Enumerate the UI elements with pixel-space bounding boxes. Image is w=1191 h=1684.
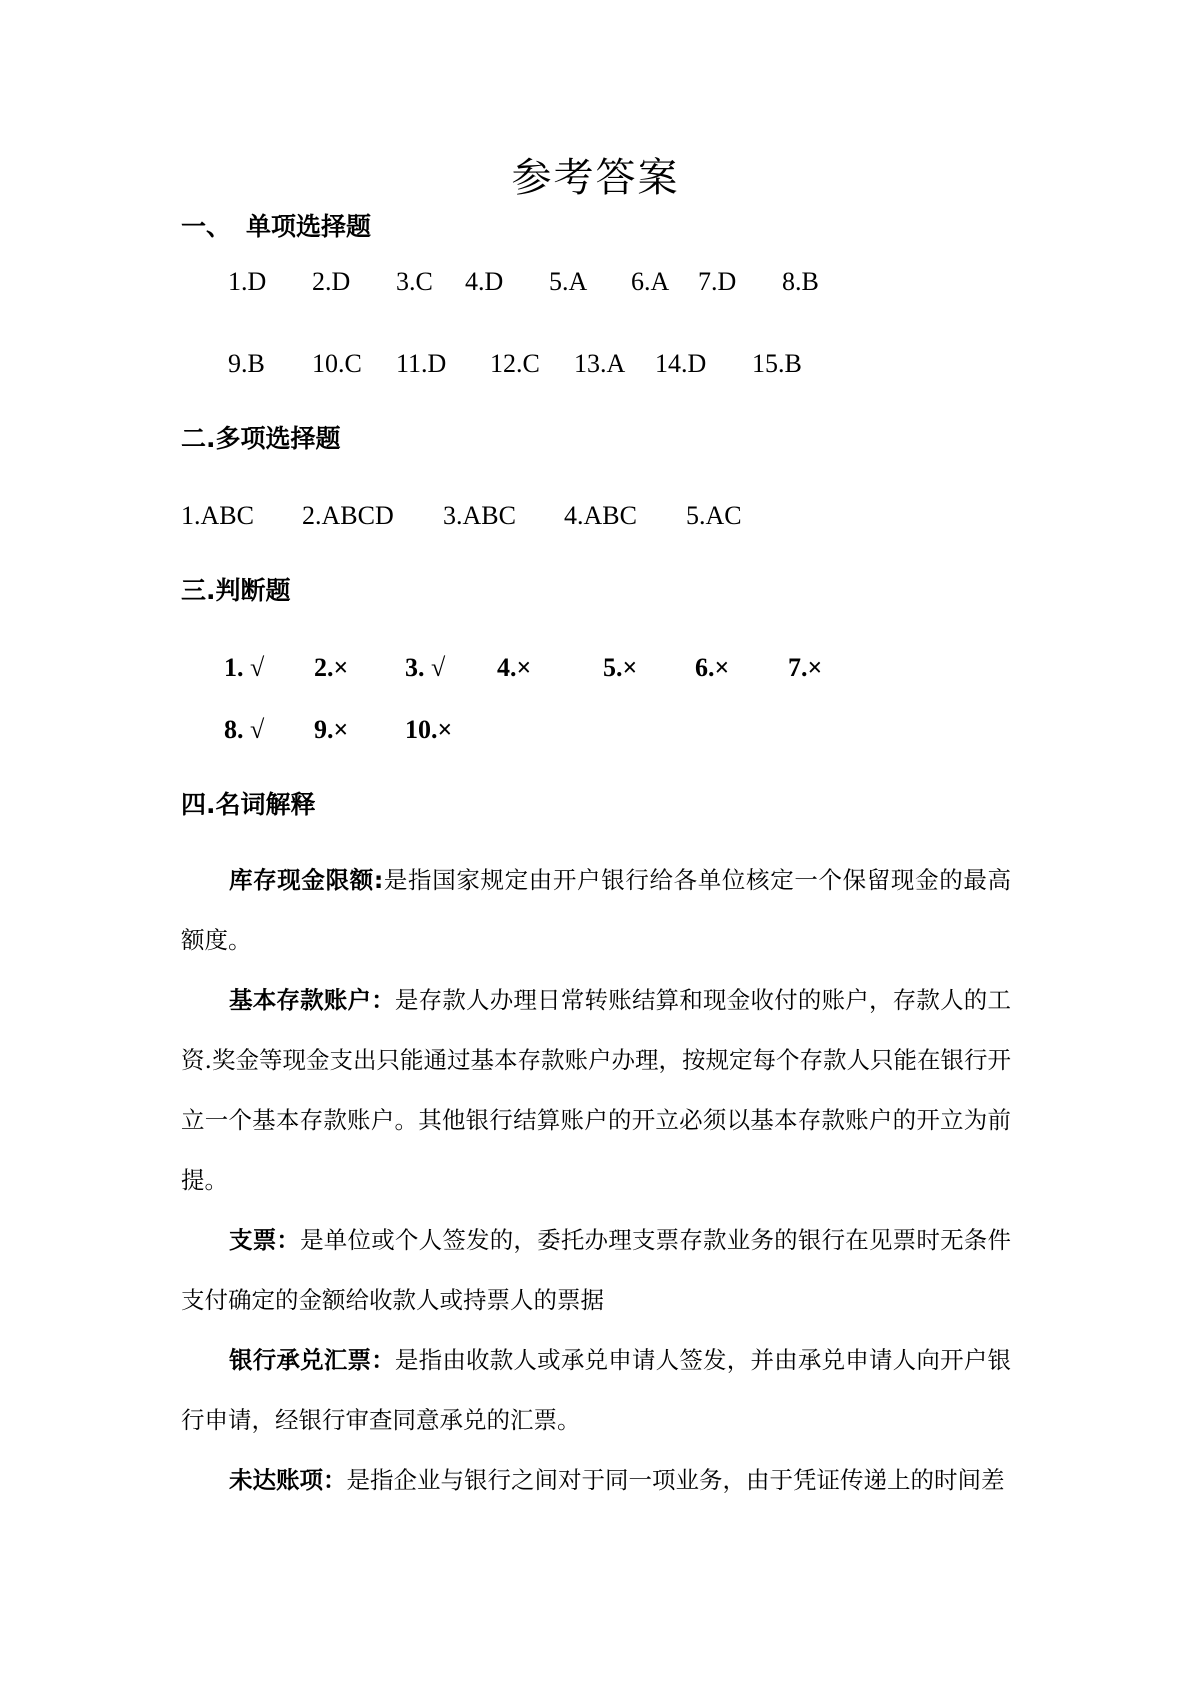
answer-item: 7.D: [698, 267, 737, 296]
definition-term: 库存现金限额:: [229, 866, 384, 894]
answer-item: 14.D: [655, 349, 707, 378]
section-heading-multiple-choice: 二.多项选择题: [181, 424, 341, 453]
answer-item: 12.C: [490, 349, 540, 378]
answer-item: 2.×: [314, 653, 349, 682]
definition-text: 是指由收款人或承兑申请人签发，并由承兑申请人向开户银行申请，经银行审查同意承兑的汇票。: [181, 1346, 1011, 1434]
page-title: 参考答案: [511, 155, 680, 201]
answer-item: 13.A: [574, 349, 626, 378]
definition-paragraph: [181, 1330, 1011, 1450]
answer-item: 5.A: [549, 267, 588, 296]
definition-text: 是指国家规定由开户银行给各单位核定一个保留现金的最高额度。: [181, 866, 1011, 954]
answer-item: 8.B: [782, 267, 819, 296]
definition-text: 是指企业与银行之间对于同一项业务，由于凭证传递上的时间差: [346, 1466, 1005, 1494]
section-title: 单项选择题: [246, 212, 372, 241]
definition-text: 是存款人办理日常转账结算和现金收付的账户，存款人的工资.奖金等现金支出只能通过基本存款账户办理，按规定每个存款人只能在银行开立一个基本存款账户。其他银行结算账户的开立必须以基本存款账户的开立为前提。: [181, 986, 1011, 1194]
single-choice-row-1: [0, 264, 1191, 300]
definition-paragraph: [181, 850, 1011, 970]
true-false-row-1: [0, 650, 1191, 686]
answer-item: 5.×: [603, 653, 638, 682]
answer-item: 10.×: [405, 715, 453, 744]
answer-item: 3.C: [396, 267, 433, 296]
answer-item: 2.ABCD: [302, 501, 394, 530]
answer-item: 11.D: [396, 349, 447, 378]
answer-item: 7.×: [788, 653, 823, 682]
section-heading-definitions: 四.名词解释: [181, 790, 316, 819]
definition-term: 支票：: [229, 1226, 301, 1254]
definition-paragraph: [181, 970, 1011, 1210]
definition-text: 是单位或个人签发的，委托办理支票存款业务的银行在见票时无条件支付确定的金额给收款人或持票人的票据: [181, 1226, 1011, 1314]
answer-item: 1.D: [228, 267, 267, 296]
answer-item: 15.B: [752, 349, 802, 378]
answer-item: 2.D: [312, 267, 351, 296]
definition-term: 未达账项：: [229, 1466, 347, 1494]
answer-item: 10.C: [312, 349, 362, 378]
answer-item: 6.A: [631, 267, 670, 296]
true-false-row-2: [0, 712, 1191, 748]
section-heading-true-false: 三.判断题: [181, 576, 291, 605]
answer-item: 9.×: [314, 715, 349, 744]
answer-item: 8. √: [224, 715, 265, 744]
answer-item: 9.B: [228, 349, 265, 378]
definition-paragraph: [181, 1210, 1011, 1330]
single-choice-row-2: [0, 346, 1191, 382]
definition-term: 银行承兑汇票：: [229, 1346, 395, 1374]
definition-term: 基本存款账户：: [229, 986, 395, 1014]
section-heading-single-choice: [181, 210, 371, 244]
answer-item: 3.ABC: [443, 501, 516, 530]
definition-paragraph: [181, 1450, 1011, 1510]
answer-item: 1.ABC: [181, 501, 254, 530]
answer-item: 4.D: [465, 267, 504, 296]
answer-item: 5.AC: [686, 501, 742, 530]
answer-item: 6.×: [695, 653, 730, 682]
answer-item: 3. √: [405, 653, 446, 682]
answer-item: 4.ABC: [564, 501, 637, 530]
answer-item: 1. √: [224, 653, 265, 682]
answer-item: 4.×: [497, 653, 532, 682]
multiple-choice-row: [0, 498, 1191, 534]
section-number: 一、: [181, 212, 232, 241]
